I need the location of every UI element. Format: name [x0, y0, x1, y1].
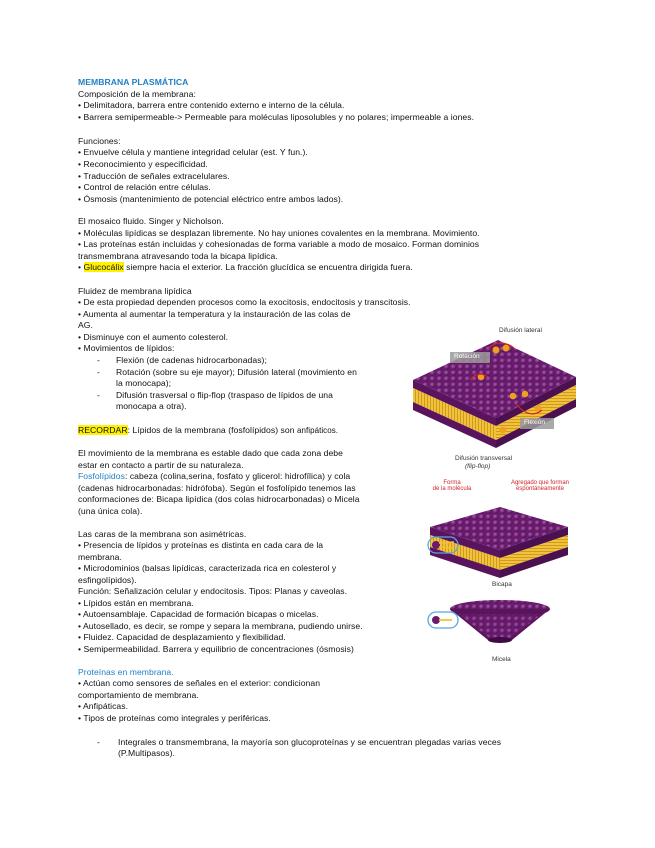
- movimiento-line: estar en contacto a partir de su naturaleza.: [78, 460, 244, 470]
- label-micela: Micela: [492, 656, 511, 663]
- label-flexion: Flexión: [524, 419, 545, 426]
- dash: -: [97, 737, 100, 747]
- label-forma-1: Forma: [443, 480, 461, 486]
- proteinas-item: • Actúan como sensores de señales en el exterior: condicionan: [78, 678, 321, 688]
- dash: -: [97, 367, 100, 377]
- fosfolipidos-label: Fosfolípidos: [78, 471, 125, 481]
- label-difusion-lateral: Difusión lateral: [499, 327, 542, 334]
- caras-item: esfingolípidos).: [78, 575, 137, 585]
- recordar-rest: : Lípidos de la membrana (fosfolípidos) son: [127, 425, 297, 435]
- mosaico-line: • Moléculas lipídicas se desplazan libremente. No hay uniones covalentes en la membrana. Movimiento.: [78, 228, 480, 238]
- label-rotacion: Rotación: [454, 353, 480, 360]
- molecule-shape-micela-icon: [428, 612, 458, 628]
- recordar-term: anfipáticos.: [296, 426, 339, 435]
- caras-item: • Microdominios (balsas lipídicas, caracterizada rica en colesterol y: [78, 563, 337, 573]
- caras-item: • Lípidos están en membrana.: [78, 598, 194, 608]
- label-agregado-2: espontáneamente: [515, 486, 565, 492]
- movimiento-line: conformaciones de: Bicapa lipídica (dos colas hidrocarbonadas) o Micela: [78, 494, 360, 504]
- proteinas-heading: Proteínas en membrana.: [78, 667, 174, 677]
- label-flip-flop: (flip-flop): [465, 463, 491, 470]
- caras-item: • Fluidez. Capacidad de desplazamiento y flexibilidad.: [78, 632, 286, 642]
- funciones-item: • Ósmosis (mantenimiento de potencial eléctrico entre ambos lados).: [78, 194, 344, 204]
- proteinas-item: comportamiento de membrana.: [78, 690, 199, 700]
- dash: -: [97, 355, 100, 365]
- caras-item: • Autoensamblaje. Capacidad de formación bicapas o micelas.: [78, 609, 319, 619]
- label-difusion-transversal: Difusión transversal: [455, 455, 513, 462]
- fluidez-item: AG.: [78, 320, 93, 330]
- caras-item: • Autosellado, es decir, se rompe y separa la membrana, pudiendo unirse.: [78, 621, 363, 631]
- fluidez-sub: Rotación (sobre su eje mayor); Difusión lateral (movimiento en: [116, 367, 357, 377]
- label-forma: [432, 480, 472, 492]
- mosaico-line: transmembrana atravesando toda la bicapa lipídica.: [78, 251, 278, 261]
- caras-item: membrana.: [78, 552, 122, 562]
- movimiento-line: (una única cola).: [78, 506, 143, 516]
- composicion-item: • Barrera semipermeable-> Permeable para moléculas liposolubles y no polares; impermeable a iones.: [78, 112, 475, 122]
- proteinas-sub: Integrales o transmembrana, la mayoría son glucoproteínas y se encuentran plegadas varias veces: [118, 737, 502, 747]
- glucocalix-highlight: Glucocálix: [83, 262, 124, 272]
- label-forma-2: de la molécula: [432, 486, 472, 492]
- fluidez-sub: Difusión trasversal o flip-flop (traspaso de lípidos de una: [116, 390, 333, 400]
- funciones-item: • Control de relación entre células.: [78, 182, 211, 192]
- membrane-figure: [408, 322, 580, 682]
- label-agregado-1: Agregado que forman: [510, 480, 570, 486]
- recordar-highlight: RECORDAR: [78, 425, 128, 435]
- fluidez-item: • Aumenta al aumentar la temperatura y la instauración de las colas de: [78, 309, 351, 319]
- funciones-item: • Traducción de señales extracelulares.: [78, 171, 230, 181]
- composicion-item: • Delimitadora, barrera entre contenido externo e interno de la célula.: [78, 100, 345, 110]
- movimiento-line: (cadenas hidrocarbonadas: hidrófoba). Según el fosfolípido tenemos las: [78, 483, 356, 493]
- mosaico-line: • Las proteínas están incluidas y cohesionadas de forma variable a modo de mosaico. Forman dominios: [78, 239, 480, 249]
- caras-item: • Presencia de lípidos y proteínas es distinta en cada cara de la: [78, 540, 324, 550]
- label-agregado: [500, 480, 580, 492]
- caras-item: Función: Señalización celular y endocitosis. Tipos: Planas y caveolas.: [78, 586, 348, 596]
- micela-diagram: [450, 600, 550, 643]
- movimiento-line: El movimiento de la membrana es estable dado que cada zona debe: [78, 448, 343, 458]
- caras-heading: Las caras de la membrana son asimétricas.: [78, 529, 247, 539]
- fluidez-sub: Flexión (de cadenas hidrocarbonadas);: [116, 355, 267, 365]
- mosaico-heading: El mosaico fluido. Singer y Nicholson.: [78, 216, 224, 226]
- fosfolipidos-rest: : cabeza (colina,serina, fosfato y glicerol: hidrofílica) y cola: [124, 471, 351, 481]
- composicion-heading: Composición de la membrana:: [78, 89, 196, 99]
- funciones-heading: Funciones:: [78, 136, 121, 146]
- fluidez-sub: la monocapa);: [116, 378, 172, 388]
- dash: -: [97, 390, 100, 400]
- fluidez-item: • Disminuye con el aumento colesterol.: [78, 332, 229, 342]
- proteinas-item: • Tipos de proteínas como integrales y periféricas.: [78, 713, 271, 723]
- label-bicapa: Bicapa: [492, 581, 512, 588]
- mosaico-line-glucocalix: [78, 262, 413, 274]
- page-title: MEMBRANA PLASMÁTICA: [78, 77, 189, 87]
- fluidez-sub: monocapa a otra).: [116, 401, 187, 411]
- recordar-line: [78, 425, 338, 437]
- fosfolipidos-line: [78, 471, 350, 483]
- funciones-item: • Envuelve célula y mantiene integridad celular (est. Y fun.).: [78, 147, 308, 157]
- funciones-item: • Reconocimiento y especificidad.: [78, 159, 208, 169]
- fluidez-item: • De esta propiedad dependen procesos como la exocitosis, endocitosis y transcitosis.: [78, 297, 411, 307]
- bilayer-diagram: [413, 340, 576, 448]
- bullet: •: [78, 262, 84, 272]
- fluidez-heading: Fluidez de membrana lipídica: [78, 286, 192, 296]
- proteinas-sub: (P.Multipasos).: [118, 748, 175, 758]
- glucocalix-rest: siempre hacia el exterior. La fracción glucídica se encuentra dirigida fuera.: [123, 262, 413, 272]
- caras-item: • Semipermeabilidad. Barrera y equilibrio de concentraciones (ósmosis): [78, 644, 354, 654]
- proteinas-item: • Anfipáticas.: [78, 701, 129, 711]
- fluidez-item: • Movimientos de lípidos:: [78, 343, 175, 353]
